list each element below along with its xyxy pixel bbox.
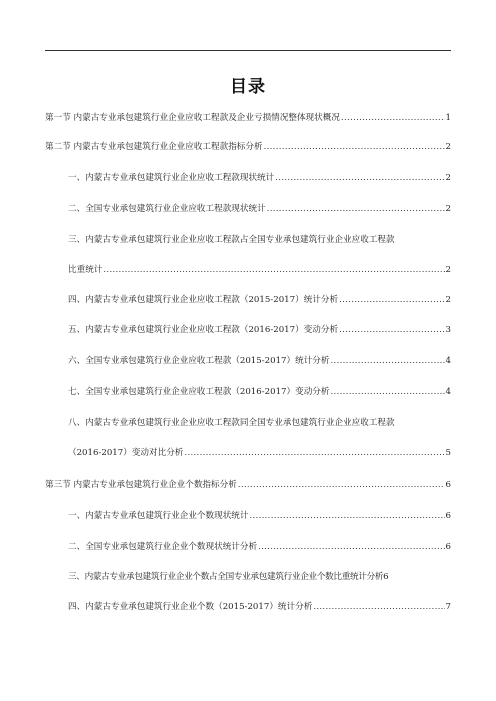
toc-entry-2-8-continued[interactable]: （2016-2017）变动对比分析 ..... 5 xyxy=(68,447,451,459)
toc-entry-section-1[interactable]: 第一节 内蒙古专业承包建筑行业企业应收工程款及企业亏损情况整体现状概况 ..... 1 xyxy=(45,112,451,124)
page-number: 2 xyxy=(445,265,451,275)
toc-entry-2-7[interactable]: 七、全国专业承包建筑行业企业应收工程款（2016-2017）变动分析 ..... 4 xyxy=(68,386,451,398)
leader-dots xyxy=(275,172,444,184)
toc-entry-2-2[interactable]: 二、全国专业承包建筑行业企业应收工程款现状统计 ..... 2 xyxy=(68,203,451,215)
toc-entry-3-2[interactable]: 二、全国专业承包建筑行业企业个数现状统计分析 ..... 6 xyxy=(68,541,451,553)
leader-dots xyxy=(267,203,445,215)
toc-entry-section-3[interactable]: 第三节 内蒙古专业承包建筑行业企业个数指标分析 ..... 6 xyxy=(45,479,451,491)
toc-entry-2-4[interactable]: 四、内蒙古专业承包建筑行业企业应收工程款（2015-2017）统计分析 ..... 2 xyxy=(68,294,451,306)
page-number: 6 xyxy=(383,572,389,582)
toc-entry-2-6[interactable]: 六、全国专业承包建筑行业企业应收工程款（2015-2017）统计分析 ..... 4 xyxy=(68,355,451,367)
leader-dots xyxy=(249,510,444,522)
page-number: 2 xyxy=(445,142,451,152)
toc-entry-3-4[interactable]: 四、内蒙古专业承包建筑行业企业个数（2015-2017）统计分析 ..... 7 xyxy=(68,601,451,613)
page-number: 6 xyxy=(445,511,451,521)
page-number: 1 xyxy=(445,113,451,123)
leader-dots xyxy=(331,386,445,398)
leader-dots xyxy=(184,447,444,459)
header-rule xyxy=(45,50,451,51)
page-number: 2 xyxy=(445,295,451,305)
leader-dots xyxy=(258,541,444,553)
toc-entry-3-3[interactable]: 三、内蒙古专业承包建筑行业企业个数占全国专业承包建筑行业企业个数比重统计分析 6 xyxy=(68,572,389,582)
page-number: 3 xyxy=(445,325,451,335)
leader-dots xyxy=(313,601,444,613)
page-number: 4 xyxy=(445,356,451,366)
toc-title: 目录 xyxy=(230,77,266,97)
toc-entry-3-1[interactable]: 一、内蒙古专业承包建筑行业企业个数现状统计 ..... 6 xyxy=(68,510,451,522)
page-number: 2 xyxy=(445,173,451,183)
page-number: 4 xyxy=(445,387,451,397)
page-number: 6 xyxy=(445,542,451,552)
leader-dots xyxy=(341,112,445,124)
leader-dots xyxy=(331,355,445,367)
leader-dots xyxy=(264,141,445,153)
page-number: 6 xyxy=(445,480,451,490)
toc-entry-section-2[interactable]: 第二节 内蒙古专业承包建筑行业企业应收工程款指标分析 ..... 2 xyxy=(45,141,451,153)
toc-entry-2-8[interactable]: 八、内蒙古专业承包建筑行业企业应收工程款同全国专业承包建筑行业企业应收工程款 xyxy=(68,418,395,428)
page-number: 7 xyxy=(445,602,451,612)
toc-entry-2-5[interactable]: 五、内蒙古专业承包建筑行业企业应收工程款（2016-2017）变动分析 ..... 3 xyxy=(68,324,451,336)
leader-dots xyxy=(339,324,444,336)
page-number: 2 xyxy=(445,204,451,214)
page-number: 5 xyxy=(445,448,451,458)
leader-dots xyxy=(103,264,444,276)
toc-entry-2-3-continued[interactable]: 比重统计 ..... 2 xyxy=(68,264,451,276)
leader-dots xyxy=(238,479,445,491)
toc-entry-2-1[interactable]: 一、内蒙古专业承包建筑行业企业应收工程款现状统计 ..... 2 xyxy=(68,172,451,184)
toc-entry-2-3[interactable]: 三、内蒙古专业承包建筑行业企业应收工程款占全国专业承包建筑行业企业应收工程款 xyxy=(68,235,395,245)
leader-dots xyxy=(339,294,444,306)
